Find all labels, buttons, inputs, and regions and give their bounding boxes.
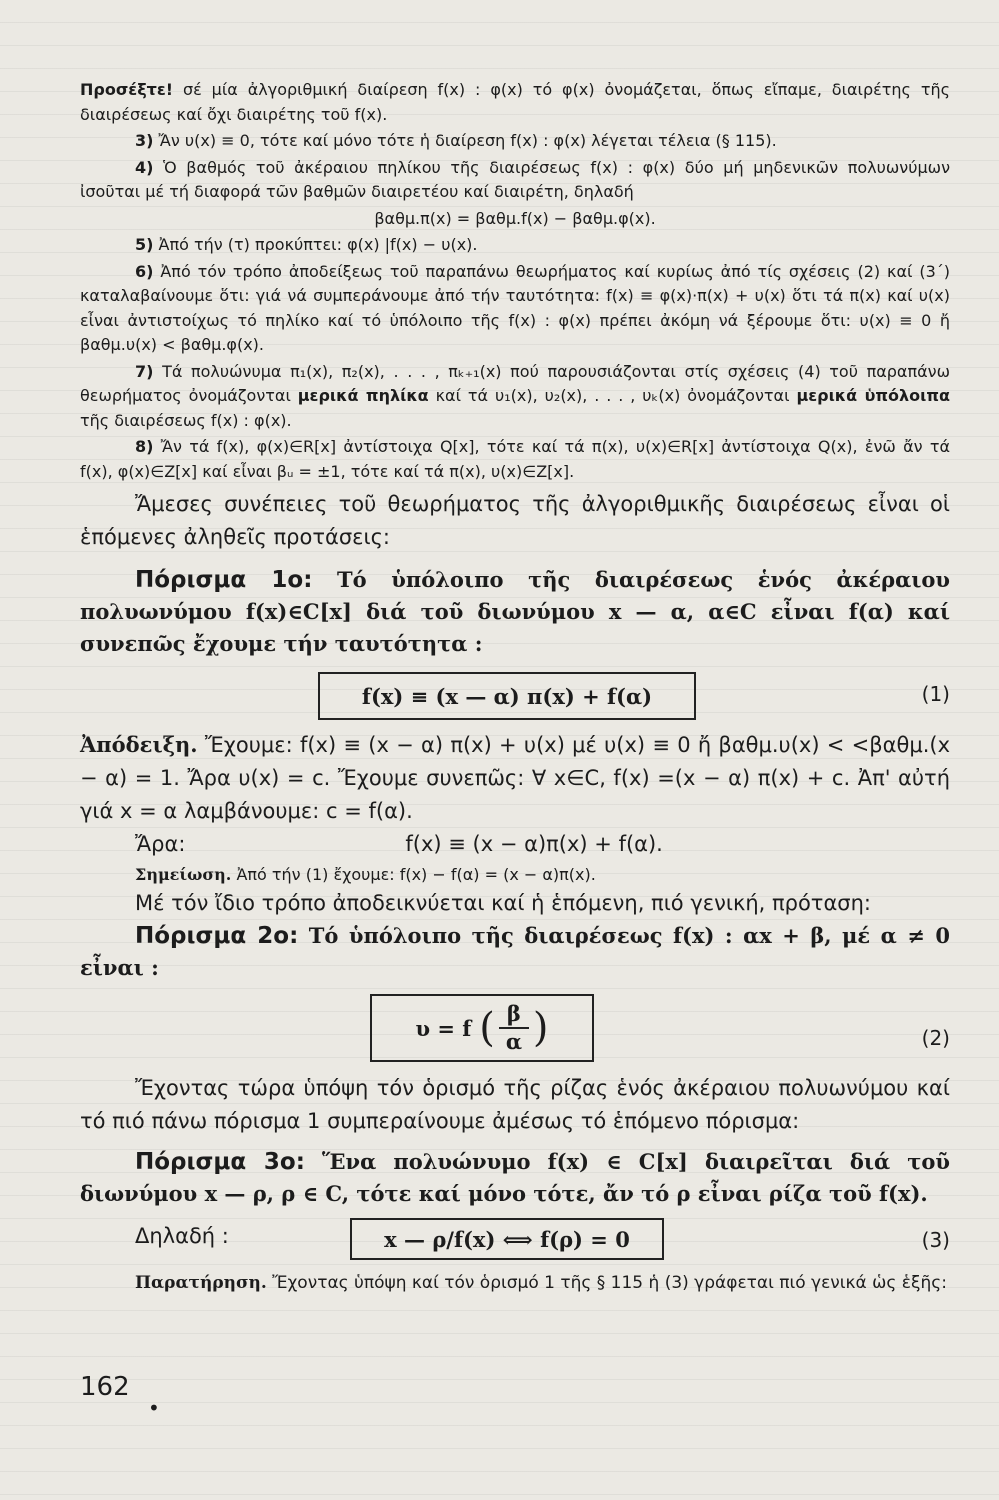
attention-text: σέ μία ἀλγοριθμική διαίρεση f(x) : φ(x) τό φ(x) ὀνομάζεται, ὅπως εἴπαμε, διαιρέτης τῆς διαιρέσεως καί ὄχι διαιρέτης τοῦ f(x).	[80, 80, 950, 124]
consequences-intro: Ἄμεσες συνέπειες τοῦ θεωρήματος τῆς ἀλγοριθμικῆς διαιρέσεως εἶναι οἱ ἑπόμενες ἀληθεῖς προτάσεις:	[80, 492, 950, 549]
equation-2-box: υ = f ( β α )	[370, 994, 594, 1062]
remark-4-number: 4)	[135, 157, 154, 177]
observation-text: Ἔχοντας ὑπόψη καί τόν ὁρισμό 1 τῆς § 115 ἡ (3) γράφεται πιό γενικά ὡς ἑξῆς:	[266, 1273, 947, 1293]
therefore-formula: f(x) ≡ (x − α)π(x) + f(α).	[405, 832, 663, 856]
proof-paragraph	[80, 728, 950, 828]
fraction-numerator: β	[506, 1001, 521, 1026]
corollary-3	[80, 1146, 950, 1210]
equation-1-number: (1)	[921, 682, 950, 706]
remark-6-text: Ἀπό τόν τρόπο ἀποδείξεως τοῦ παραπάνω θεωρήματος καί κυρίως ἀπό τίς σχέσεις (2) καί (3΄) καταλαβαίνουμε ὅτι: γιά νά συμπεράνουμε ἀπό τήν ταυτότητα: f(x) ≡ φ(x)·π(x) + υ(x) ὅτι τά π(x) καί υ(x) εἶναι ἀντιστοίχως τό πηλίκο καί τό ὑπόλοιπο τῆς f(x) : φ(x) πρέπει ἀκόμη νά ξέρουμε ὅτι: υ(x) ≡ 0 ἤ βαθμ.υ(x) < βαθμ.φ(x).	[80, 261, 950, 354]
remark-7-text-c: καί τά υ₁(x), υ₂(x), . . . , υₖ(x) ὀνομάζονται	[428, 386, 797, 405]
corollary-2-title: Πόρισμα 2ο:	[135, 923, 299, 949]
equation-2-number: (2)	[921, 1026, 950, 1050]
corollary-3-text: Ἕνα πολυώνυμο f(x) ∈ C[x] διαιρεῖται διά τοῦ διωνύμου x — ρ, ρ ∈ C, τότε καί μόνο τότε, ἄν τό ρ εἶναι ρίζα τοῦ f(x).	[80, 1149, 950, 1206]
proof-text: Ἔχουμε: f(x) ≡ (x − α) π(x) + υ(x) μέ υ(x) ≡ 0 ἤ βαθμ.υ(x) < <βαθμ.(x − α) = 1. Ἄρα υ(x) = c. Ἔχουμε συνεπῶς: ∀ x∈C, f(x) =(x − α) π(x) + c. Ἀπ' αὐτή γιά x = α λαμβάνουμε: c = f(α).	[80, 733, 950, 823]
equation-1-box: f(x) ≡ (x — α) π(x) + f(α)	[318, 672, 696, 720]
observation-label: Παρατήρηση.	[135, 1273, 267, 1293]
remark-5-text: Ἀπό τήν (τ) προκύπτει: φ(x) |f(x) − υ(x).	[153, 235, 478, 254]
remark-8-text: Ἄν τά f(x), φ(x)∈R[x] ἀντίστοιχα Q[x], τότε καί τά π(x), υ(x)∈R[x] ἀντίστοιχα Q(x), ἐνῶ ἄν τά f(x), φ(x)∈Z[x] καί εἶναι βᵤ = ±1, τότε καί τά π(x), υ(x)∈Z[x].	[80, 437, 950, 481]
corollary-1-title: Πόρισμα 1ο:	[135, 567, 313, 593]
equation-2-row	[80, 990, 950, 1066]
corollary-1-text: Τό ὑπόλοιπο τῆς διαιρέσεως ἑνός ἀκέραιου πολυωνύμου f(x)∈C[x] διά τοῦ διωνύμου x — α, α∈C εἶναι f(α) καί συνεπῶς ἔχουμε τήν ταυτότητα :	[80, 567, 950, 656]
remark-4-formula: βαθμ.π(x) = βαθμ.f(x) − βαθμ.φ(x).	[374, 208, 656, 228]
equation-3-row	[80, 1214, 950, 1264]
corollary-2-text: Τό ὑπόλοιπο τῆς διαιρέσεως f(x) : αx + β, μέ α ≠ 0 εἶναι :	[80, 923, 950, 980]
note-paragraph	[80, 863, 950, 887]
remark-5	[80, 233, 950, 258]
therefore-label: Ἄρα:	[135, 832, 186, 856]
remark-7	[80, 360, 950, 434]
remark-6-number: 6)	[135, 261, 154, 281]
remark-3	[80, 129, 950, 154]
partial-remainders-term: μερικά ὑπόλοιπα	[796, 386, 951, 405]
corollary-1	[80, 564, 950, 660]
equation-2-fraction	[499, 1001, 529, 1055]
fraction-denominator: α	[505, 1029, 522, 1054]
equation-3-box: x — ρ/f(x) ⟺ f(ρ) = 0	[350, 1218, 664, 1260]
equation-1-row	[80, 666, 950, 722]
footer-dot: •	[148, 1396, 160, 1420]
remark-4	[80, 156, 950, 205]
proof-label: Ἀπόδειξη.	[80, 732, 198, 757]
remark-3-text: Ἄν υ(x) ≡ 0, τότε καί μόνο τότε ἡ διαίρεση f(x) : φ(x) λέγεται τέλεια (§ 115).	[153, 131, 777, 150]
remark-8-number: 8)	[135, 437, 154, 456]
remark-4-text: Ὁ βαθμός τοῦ ἀκέραιου πηλίκου τῆς διαιρέσεως f(x) : φ(x) δύο μή μηδενικῶν πολυωνύμων ἰσοῦται μέ τή διαφορά τῶν βαθμῶν διαιρετέου καί διαιρέτη, δηλαδή	[80, 157, 950, 201]
remark-7-number: 7)	[135, 361, 154, 381]
note-text: Ἀπό τήν (1) ἔχουμε: f(x) − f(α) = (x − α)π(x).	[231, 865, 596, 884]
having-sentence: Ἔχοντας τώρα ὑπόψη τόν ὁρισμό τῆς ρίζας ἑνός ἀκέραιου πολυωνύμου καί τό πιό πάνω πόρισμα 1 συμπεραίνουμε ἀμέσως τό ἑπόμενο πόρισμα:	[80, 1076, 950, 1133]
therefore-line	[135, 828, 950, 861]
corollary-3-title: Πόρισμα 3ο:	[135, 1149, 305, 1175]
remarks-block	[80, 78, 950, 484]
page-content	[80, 78, 950, 1296]
corollary-2	[80, 920, 950, 984]
note-label: Σημείωση.	[135, 865, 232, 884]
remark-6	[80, 260, 950, 358]
same-way-sentence: Μέ τόν ἴδιο τρόπο ἀποδεικνύεται καί ἡ ἑπόμενη, πιό γενική, πρόταση:	[135, 891, 871, 915]
remark-7-text-a: Τά πολυώνυμα π₁(x), π₂(x), . . . , πₖ₊₁(x) πού παρουσιάζονται στίς σχέσεις (4) τοῦ παραπάνω θεωρήματος ὀνομάζονται	[80, 361, 950, 405]
equation-3-number: (3)	[921, 1228, 950, 1252]
observation-paragraph	[80, 1270, 950, 1296]
equation-2-lhs: υ = f	[415, 1015, 472, 1041]
remark-attention	[80, 78, 950, 127]
remark-8	[80, 435, 950, 484]
remark-3-number: 3)	[135, 131, 154, 150]
page-number: 162	[80, 1372, 130, 1402]
that-is-label: Δηλαδή :	[135, 1224, 229, 1248]
remark-7-text-d: τῆς διαιρέσεως f(x) : φ(x).	[80, 410, 292, 430]
remark-5-number: 5)	[135, 235, 154, 254]
partial-quotients-term: μερικά πηλίκα	[297, 386, 429, 405]
attention-label: Προσέξτε!	[80, 80, 174, 99]
